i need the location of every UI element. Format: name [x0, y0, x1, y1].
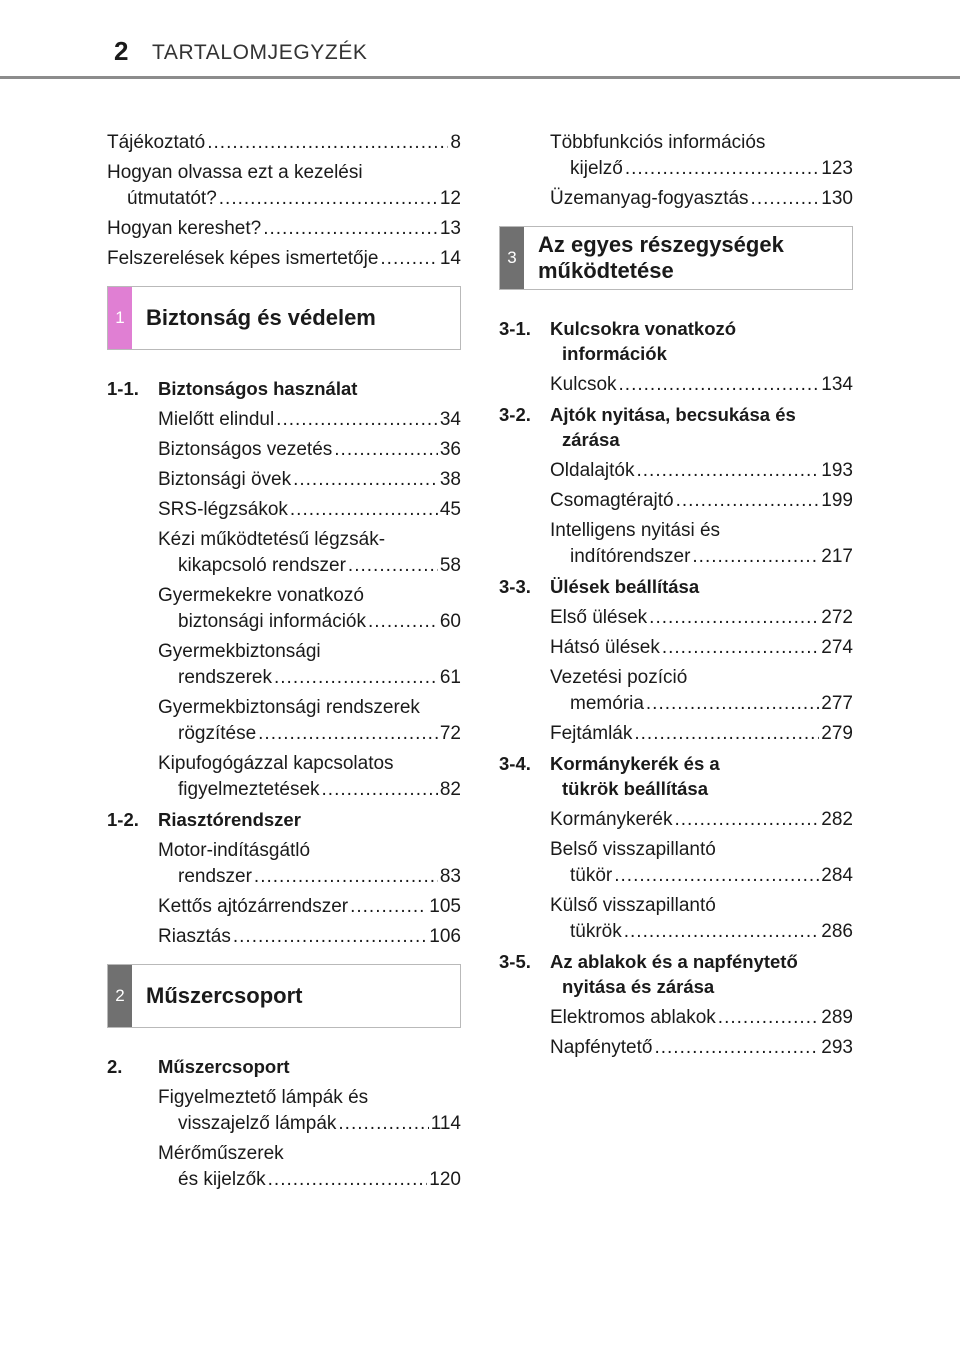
- section-2: [107, 1054, 461, 1079]
- toc-entry-page: 106: [429, 926, 461, 947]
- section-number: 2.: [107, 1056, 123, 1077]
- toc-entry-title: Biztonságos vezetés: [158, 439, 333, 460]
- toc-entry[interactable]: [158, 924, 461, 950]
- toc-entry[interactable]: [158, 497, 461, 523]
- section-3-5: [499, 949, 853, 999]
- leader-dots: [274, 665, 438, 691]
- section-1-1-items: [107, 407, 461, 803]
- toc-entry-title-cont: indítórendszer: [570, 546, 691, 567]
- toc-entry[interactable]: [107, 130, 461, 156]
- section-number: 1-1.: [107, 378, 139, 399]
- toc-entry-page: 60: [439, 611, 461, 632]
- toc-entry-title: Kormánykerék: [550, 809, 673, 830]
- leader-dots: [322, 777, 438, 803]
- toc-entry-title: Kézi működtetésű légzsák-: [158, 529, 386, 550]
- toc-entry[interactable]: [550, 665, 853, 717]
- toc-entry-title: SRS-légzsákok: [158, 499, 288, 520]
- toc-entry[interactable]: [158, 1141, 461, 1193]
- toc-entry-page: 36: [439, 439, 461, 460]
- section-title-cont: zárása: [562, 429, 620, 450]
- chapter-3-box[interactable]: [499, 226, 853, 290]
- chapter-1-tab: [108, 287, 132, 349]
- header-title: TARTALOMJEGYZÉK: [152, 41, 368, 64]
- leader-dots: [368, 609, 438, 635]
- chapter-3-sections: [499, 316, 853, 1061]
- toc-entry-title-cont: és kijelzők: [178, 1169, 266, 1190]
- section-1-2: [107, 807, 461, 832]
- leader-dots: [692, 544, 819, 570]
- section-title: Műszercsoport: [158, 1056, 290, 1077]
- leader-dots: [619, 372, 820, 398]
- toc-entry-page: 14: [439, 248, 461, 269]
- toc-entry-page: 123: [821, 158, 853, 179]
- intro-list: [107, 130, 461, 272]
- toc-entry[interactable]: [158, 1085, 461, 1137]
- toc-entry-page: 61: [439, 667, 461, 688]
- toc-entry-page: 272: [821, 607, 853, 628]
- toc-entry-title-cont: memória: [570, 693, 644, 714]
- leader-dots: [624, 919, 820, 945]
- toc-entry-title: Többfunkciós információs: [550, 132, 766, 153]
- page-header: [0, 0, 960, 79]
- chapter-3-number: 3: [507, 248, 517, 267]
- leader-dots: [751, 186, 820, 212]
- chapter-2-title-text: Műszercsoport: [146, 983, 303, 1008]
- section-items: [499, 372, 853, 398]
- toc-entry-title: Első ülések: [550, 607, 648, 628]
- section-title: Kormánykerék és a: [550, 753, 720, 774]
- chapter-3-title-line1: Az egyes részegységek: [538, 232, 784, 257]
- leader-dots: [268, 1167, 428, 1193]
- toc-entry-page: 279: [821, 723, 853, 744]
- toc-entry-title: Felszerelések képes ismertetője: [107, 248, 379, 269]
- toc-entry-page: 199: [821, 490, 853, 511]
- toc-entry[interactable]: [158, 695, 461, 747]
- chapter-2-number: 2: [115, 986, 125, 1005]
- leader-dots: [263, 216, 438, 242]
- toc-entry[interactable]: [158, 407, 461, 433]
- leader-dots: [276, 407, 438, 433]
- toc-entry-title: Gyermekbiztonsági: [158, 641, 321, 662]
- toc-entry[interactable]: [158, 437, 461, 463]
- leader-dots: [649, 605, 819, 631]
- chapter-3-tab: [500, 227, 524, 289]
- toc-entry-page: 120: [429, 1169, 461, 1190]
- section-1-2-items: [107, 838, 461, 950]
- toc-entry-page: 45: [439, 499, 461, 520]
- section-3-1: [499, 316, 853, 366]
- toc-entry-title: Kipufogógázzal kapcsolatos: [158, 753, 394, 774]
- chapter-1-title: [146, 287, 376, 349]
- toc-entry-page: 72: [439, 723, 461, 744]
- leader-dots: [290, 497, 438, 523]
- chapter-1-number: 1: [115, 308, 125, 327]
- toc-entry-title: Mérőműszerek: [158, 1143, 284, 1164]
- toc-entry-title: Csomagtérajtó: [550, 490, 674, 511]
- leader-dots: [219, 186, 438, 212]
- toc-entry-page: 284: [821, 865, 853, 886]
- section-number: 3-2.: [499, 404, 531, 425]
- toc-entry[interactable]: [158, 894, 461, 920]
- toc-entry-title: Kulcsok: [550, 374, 617, 395]
- section-number: 3-1.: [499, 318, 531, 339]
- chapter-2-tab: [108, 965, 132, 1027]
- chapter-1-title-text: Biztonság és védelem: [146, 305, 376, 330]
- leader-dots: [334, 437, 438, 463]
- leader-dots: [350, 894, 427, 920]
- toc-entry[interactable]: [550, 605, 853, 631]
- toc-entry-title: Hogyan olvassa ezt a kezelési: [107, 162, 363, 183]
- toc-entry[interactable]: [550, 518, 853, 570]
- toc-entry-page: 105: [429, 896, 461, 917]
- toc-entry-page: 8: [450, 132, 461, 153]
- toc-entry-title-cont: tükör: [570, 865, 613, 886]
- chapter-2-box[interactable]: [107, 964, 461, 1028]
- leader-dots: [338, 1111, 428, 1137]
- toc-right-column: [499, 130, 853, 1065]
- toc-entry[interactable]: [550, 1005, 853, 1031]
- toc-entry[interactable]: [550, 130, 853, 182]
- section-items: [499, 1005, 853, 1061]
- leader-dots: [614, 863, 819, 889]
- toc-entry[interactable]: [158, 751, 461, 803]
- toc-entry-title: Biztonsági övek: [158, 469, 292, 490]
- toc-entry-page: 12: [439, 188, 461, 209]
- toc-entry[interactable]: [107, 160, 461, 212]
- toc-entry-title: Napfénytető: [550, 1037, 653, 1058]
- chapter-3-title: [538, 227, 784, 289]
- toc-entry-page: 282: [821, 809, 853, 830]
- leader-dots: [625, 156, 819, 182]
- section-3-4: [499, 751, 853, 801]
- leader-dots: [293, 467, 438, 493]
- toc-entry-title-cont: rendszer: [178, 866, 252, 887]
- toc-entry-title: Tájékoztató: [107, 132, 206, 153]
- toc-entry[interactable]: [107, 216, 461, 242]
- toc-entry-title: Üzemanyag-fogyasztás: [550, 188, 749, 209]
- leader-dots: [348, 553, 438, 579]
- section-title: Biztonságos használat: [158, 378, 358, 399]
- section-title-cont: tükrök beállítása: [562, 778, 709, 799]
- leader-dots: [654, 1035, 819, 1061]
- toc-entry-title: Gyermekekre vonatkozó: [158, 585, 364, 606]
- toc-entry-page: 286: [821, 921, 853, 942]
- toc-entry-title-cont: rendszerek: [178, 667, 272, 688]
- leader-dots: [637, 458, 820, 484]
- toc-entry[interactable]: [550, 721, 853, 747]
- section-number: 1-2.: [107, 809, 139, 830]
- toc-entry-title-cont: kijelző: [570, 158, 623, 179]
- toc-entry-title-cont: kikapcsoló rendszer: [178, 555, 346, 576]
- toc-entry-title: Figyelmeztető lámpák és: [158, 1087, 369, 1108]
- section-3-2: [499, 402, 853, 452]
- chapter-1-box[interactable]: [107, 286, 461, 350]
- toc-entry-page: 58: [439, 555, 461, 576]
- toc-entry-title: Elektromos ablakok: [550, 1007, 716, 1028]
- section-title: Riasztórendszer: [158, 809, 301, 830]
- toc-entry[interactable]: [158, 527, 461, 579]
- leader-dots: [662, 635, 819, 661]
- toc-entry-page: 277: [821, 693, 853, 714]
- toc-entry-page: 83: [439, 866, 461, 887]
- toc-entry[interactable]: [550, 635, 853, 661]
- toc-entry-page: 293: [821, 1037, 853, 1058]
- section-number: 3-4.: [499, 753, 531, 774]
- section-title: Ajtók nyitása, becsukása és: [550, 404, 796, 425]
- toc-entry-title: Hátsó ülések: [550, 637, 660, 658]
- section-1-1: [107, 376, 461, 401]
- chapter-3-title-line2: működtetése: [538, 258, 674, 283]
- section-3-3: [499, 574, 853, 599]
- toc-entry-page: 38: [439, 469, 461, 490]
- toc-entry-title: Vezetési pozíció: [550, 667, 688, 688]
- toc-entry[interactable]: [158, 467, 461, 493]
- leader-dots: [718, 1005, 820, 1031]
- leader-dots: [380, 246, 437, 272]
- toc-entry-title: Gyermekbiztonsági rendszerek: [158, 697, 420, 718]
- section-items: [499, 458, 853, 570]
- toc-entry-page: 217: [821, 546, 853, 567]
- toc-entry-page: 289: [821, 1007, 853, 1028]
- toc-entry[interactable]: [550, 1035, 853, 1061]
- toc-entry-title-cont: biztonsági információk: [178, 611, 366, 632]
- section-title: Kulcsokra vonatkozó: [550, 318, 737, 339]
- toc-entry[interactable]: [158, 838, 461, 890]
- toc-entry-title: Fejtámlák: [550, 723, 633, 744]
- toc-entry-title: Oldalajtók: [550, 460, 635, 481]
- toc-left-column: [107, 130, 461, 1197]
- toc-entry[interactable]: [550, 488, 853, 514]
- toc-entry-page: 134: [821, 374, 853, 395]
- toc-entry-page: 274: [821, 637, 853, 658]
- toc-entry-title: Intelligens nyitási és: [550, 520, 721, 541]
- toc-entry-title: Mielőtt elindul: [158, 409, 275, 430]
- section-2-items-left: [107, 1085, 461, 1193]
- toc-entry-title: Kettős ajtózárrendszer: [158, 896, 349, 917]
- toc-entry-title: Külső visszapillantó: [550, 895, 716, 916]
- section-items: [499, 807, 853, 945]
- toc-entry-page: 130: [821, 188, 853, 209]
- toc-entry[interactable]: [550, 893, 853, 945]
- toc-entry-page: 114: [430, 1113, 461, 1134]
- toc-entry-page: 193: [821, 460, 853, 481]
- toc-entry-title: Riasztás: [158, 926, 231, 947]
- toc-entry[interactable]: [550, 807, 853, 833]
- leader-dots: [207, 130, 448, 156]
- toc-entry[interactable]: [550, 372, 853, 398]
- page-number: 2: [114, 36, 129, 66]
- section-title: Ülések beállítása: [550, 576, 700, 597]
- toc-entry-title-cont: figyelmeztetések: [178, 779, 320, 800]
- toc-entry-page: 82: [439, 779, 461, 800]
- toc-entry-page: 13: [439, 218, 461, 239]
- toc-entry-title-cont: visszajelző lámpák: [178, 1113, 337, 1134]
- chapter-2-title: [146, 965, 302, 1027]
- toc-entry[interactable]: [550, 837, 853, 889]
- leader-dots: [233, 924, 427, 950]
- leader-dots: [634, 721, 819, 747]
- toc-entry[interactable]: [158, 583, 461, 635]
- section-number: 3-5.: [499, 951, 531, 972]
- toc-entry-page: 34: [439, 409, 461, 430]
- toc-entry-title: Belső visszapillantó: [550, 839, 716, 860]
- toc-entry-title-cont: tükrök: [570, 921, 622, 942]
- section-items: [499, 605, 853, 747]
- section-title: Az ablakok és a napfénytető: [550, 951, 798, 972]
- toc-entry-title-cont: rögzítése: [178, 723, 257, 744]
- leader-dots: [676, 488, 820, 514]
- leader-dots: [254, 864, 438, 890]
- toc-entry[interactable]: [550, 458, 853, 484]
- section-title-cont: nyitása és zárása: [562, 976, 715, 997]
- toc-entry[interactable]: [158, 639, 461, 691]
- toc-entry[interactable]: [107, 246, 461, 272]
- toc-entry-title: Hogyan kereshet?: [107, 218, 262, 239]
- section-title-cont: információk: [562, 343, 667, 364]
- toc-entry-title-cont: útmutatót?: [127, 188, 217, 209]
- leader-dots: [258, 721, 438, 747]
- section-number: 3-3.: [499, 576, 531, 597]
- toc-entry-title: Motor-indításgátló: [158, 840, 311, 861]
- leader-dots: [675, 807, 820, 833]
- leader-dots: [646, 691, 819, 717]
- section-2-items-right: [499, 130, 853, 212]
- toc-entry[interactable]: [550, 186, 853, 212]
